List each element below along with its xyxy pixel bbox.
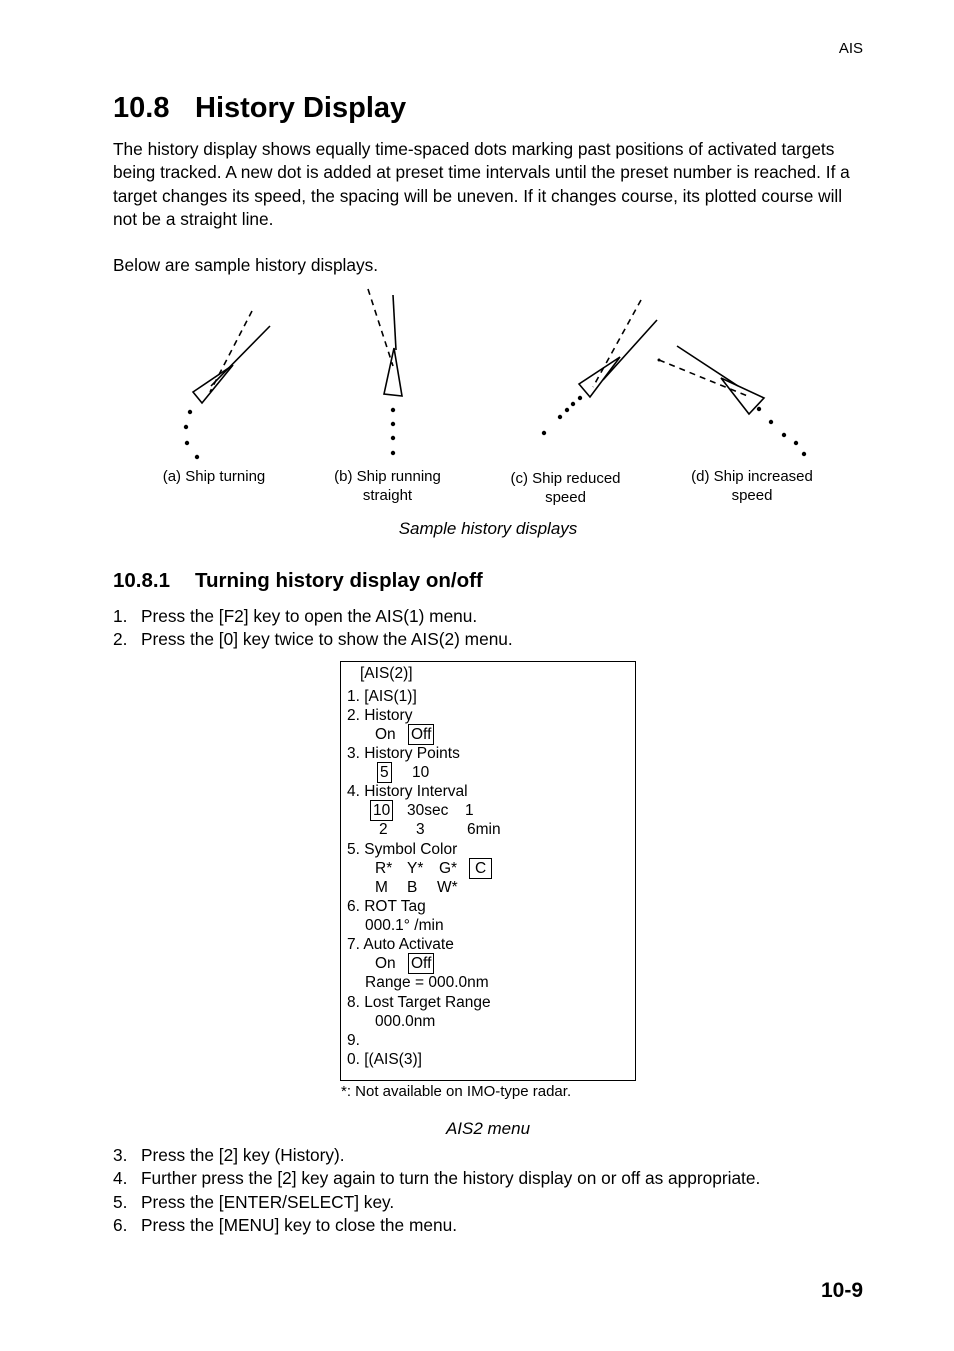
interval-10-option[interactable]: 10	[373, 802, 391, 819]
color-g-option[interactable]: G*	[439, 860, 458, 877]
section-heading	[113, 92, 406, 125]
list-item: 1. Press the [F2] key to open the AIS(1) menu.	[113, 606, 478, 626]
menu-item-history-interval[interactable]: 4. History Interval	[347, 783, 468, 800]
caption-ship-increased: (d) Ship increased speed	[691, 468, 813, 504]
intro-text: Below are sample history displays.	[113, 255, 379, 275]
interval-30sec-option[interactable]: 30sec	[407, 802, 449, 819]
color-options-row2	[341, 878, 631, 897]
ais2-menu	[340, 661, 636, 1081]
history-options	[341, 725, 631, 744]
menu-caption: AIS2 menu	[445, 1119, 531, 1138]
menu-item-history[interactable]: 2. History	[347, 707, 413, 724]
menu-item-ais1[interactable]: 1. [AIS(1)]	[347, 688, 417, 705]
interval-3-option[interactable]: 3	[416, 821, 425, 838]
color-r-option[interactable]: R*	[375, 860, 393, 877]
menu-item-lost-target-range[interactable]: 8. Lost Target Range	[347, 994, 491, 1011]
color-w-option[interactable]: W*	[437, 879, 458, 896]
ship-reduced-speed-diagram	[542, 300, 657, 435]
menu-item-9[interactable]: 9.	[347, 1032, 360, 1049]
history-off-option[interactable]: Off	[411, 726, 432, 743]
steps-list-before	[113, 605, 513, 652]
list-item: 4. Further press the [2] key again to turn the history display on or off as appropriate.	[113, 1168, 761, 1189]
menu-item-ais3[interactable]: 0. [(AIS(3)]	[347, 1051, 422, 1068]
section-number: 10.8	[113, 92, 170, 124]
color-y-option[interactable]: Y*	[407, 860, 424, 877]
list-item: 6. Press the [MENU] key to close the menu.	[113, 1214, 457, 1235]
auto-activate-options	[341, 954, 631, 973]
ship-turning-diagram	[184, 311, 270, 459]
history-display-figure	[0, 280, 954, 470]
lost-target-range-value: 000.0nm	[375, 1013, 436, 1030]
history-points-options	[341, 763, 631, 782]
ship-straight-diagram	[368, 289, 402, 455]
list-item: 2. Press the [0] key twice to show the AIS(2) menu.	[113, 629, 513, 650]
menu-item-auto-activate[interactable]: 7. Auto Activate	[347, 936, 454, 953]
caption-ship-turning: (a) Ship turning	[162, 468, 266, 485]
menu-footnote: *: Not available on IMO-type radar.	[341, 1083, 572, 1100]
menu-item-rot-tag[interactable]: 6. ROT Tag	[347, 898, 426, 915]
interval-options-row2	[341, 820, 631, 839]
subsection-title: Turning history display on/off	[195, 569, 483, 592]
auto-activate-off-option[interactable]: Off	[411, 955, 432, 972]
menu-item-history-points[interactable]: 3. History Points	[347, 745, 460, 762]
rot-tag-value: 000.1° /min	[365, 917, 444, 934]
color-c-option[interactable]: C	[470, 859, 491, 878]
menu-item-symbol-color[interactable]: 5. Symbol Color	[347, 841, 458, 858]
steps-list-after	[113, 1144, 760, 1237]
color-m-option[interactable]: M	[375, 879, 388, 896]
auto-activate-range: Range = 000.0nm	[365, 974, 489, 991]
points-5-option[interactable]: 5	[380, 764, 389, 781]
running-header: AIS	[838, 40, 863, 57]
interval-options-row1	[341, 801, 631, 820]
figure-caption: Sample history displays	[398, 519, 578, 538]
history-on-option[interactable]: On	[375, 726, 396, 743]
ship-increased-speed-diagram	[658, 346, 807, 456]
subsection-heading	[113, 569, 483, 593]
menu-title: [AIS(2)]	[360, 665, 413, 682]
section-title: History Display	[195, 92, 407, 124]
subsection-number: 10.8.1	[113, 569, 170, 592]
interval-2-option[interactable]: 2	[379, 821, 388, 838]
list-item: 5. Press the [ENTER/SELECT] key.	[113, 1191, 395, 1212]
page-number: 10-9	[820, 1279, 863, 1302]
caption-ship-straight: (b) Ship running straight	[334, 468, 441, 504]
section-paragraph: The history display shows equally time-spaced dots marking past positions of activated targets being tracked. A new dot is added at preset time intervals until the preset number is reached. If a target changes its speed, the spacing will be uneven. If it changes course, its plotted course will not be a straight line.	[113, 139, 850, 229]
caption-ship-reduced: (c) Ship reduced speed	[510, 470, 621, 506]
list-item: 3. Press the [2] key (History).	[113, 1145, 345, 1165]
auto-activate-on-option[interactable]: On	[375, 955, 396, 972]
interval-1-option[interactable]: 1	[465, 802, 474, 819]
color-b-option[interactable]: B	[407, 879, 418, 896]
interval-6min-option[interactable]: 6min	[467, 821, 501, 838]
color-options-row1	[341, 859, 631, 878]
points-10-option[interactable]: 10	[412, 764, 430, 781]
